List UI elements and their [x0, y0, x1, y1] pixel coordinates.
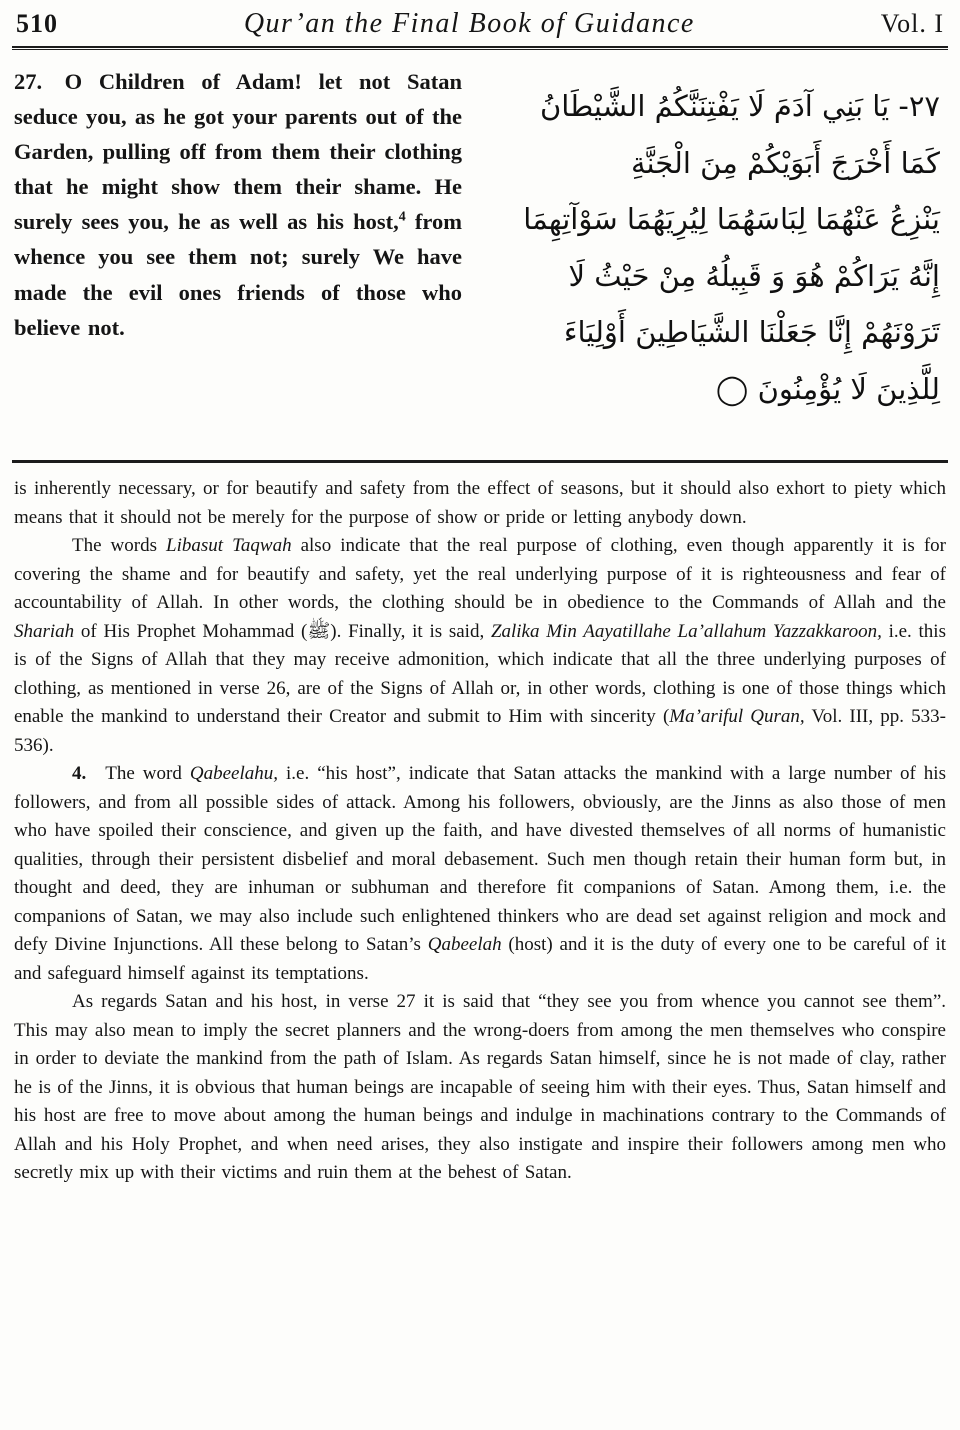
commentary [12, 475, 948, 1188]
text-run: i.e. this is of the Signs of Allah that they may receive admonition, which indicate that all the three underlying purposes of clothing, as mentioned in verse 26, are of the Signs of Allah or, in other words, clothing is one of those things which enable the mankind to understand their Creator and submit to Him with sincerity ( [14, 620, 946, 727]
text-run: As regards Satan and his host, in verse 27 it is said that “they see you from whence you cannot see them”. This may also mean to imply the secret planners and the wrong-doers from among the men themselves who conspire in order to deviate the mankind from the path of Islam. As regards Satan himself, since he is not made of clay, rather he is of the Jinns, it is obvious that human beings are incapable of seeing him with their eyes. Thus, Satan himself and his host are free to move about among the human beings and indulge in machinations contrary to the Commands of Allah and his Holy Prophet, and when need arises, they also instigate and inspire their followers among men who secretly mix up with their victims and ruin them at the behest of Satan. [14, 991, 946, 1183]
text-run: 4 [398, 209, 406, 225]
volume-label: Vol. I [880, 9, 944, 38]
commentary-paragraph [14, 475, 946, 532]
text-run: The words [72, 535, 167, 556]
text-run: The word [86, 763, 190, 784]
text-run: 27. O Children of Adam! let not Satan seduce you, as he got your parents out of the Garden, pulling off from them their clothing that he might show them their shame. He surely sees you, he as well as his host, [14, 69, 462, 235]
commentary-paragraph [14, 988, 946, 1188]
text-run: also indicate that the real purpose of clothing, even though apparently it is for covering the shame and for beautify and safety, yet the real underlying purpose of it is righteousness and fear of accountability of Allah. In other words, the clothing should be in obedience to the Commands of Allah and the [14, 535, 947, 613]
text-run: is inherently necessary, or for beautify and safety from the effect of seasons, but it should also exhort to piety which means that it should not be merely for the purpose of show or pride or letting anybody down. [14, 478, 946, 528]
commentary-paragraph [14, 532, 946, 760]
arabic-line: كَمَا أَخْرَجَ أَبَوَيْكُمْ مِنَ الْجَنَّةِ [630, 145, 940, 180]
text-run: Libasut Taqwah [166, 535, 292, 556]
text-run: of His Prophet Mohammad (ﷺ). Finally, it is said, [74, 620, 491, 642]
header-divider [12, 46, 948, 50]
text-run: Shariah [14, 620, 75, 642]
arabic-line: لِلَّذِينَ لَا يُؤْمِنُونَ ◯ [715, 371, 940, 406]
text-run: 4. [72, 763, 87, 784]
text-run: Ma’ariful Quran, [669, 706, 805, 727]
verse-translation [14, 64, 462, 345]
running-title: Qur’an the Final Book of Guidance [243, 8, 695, 39]
arabic-line: تَرَوْنَهُمْ إِنَّا جَعَلْنَا الشَّيَاطِينَ أَوْلِيَاءَ [563, 315, 940, 350]
arabic-text [478, 64, 946, 417]
verse-section [14, 64, 946, 444]
text-run: Qabeelahu, [189, 763, 278, 784]
text-run: Vol. III, pp. 533-536). [14, 706, 946, 756]
arabic-line: إِنَّهُ يَرَاكُمْ هُوَ وَ قَبِيلُهُ مِنْ حَيْثُ لَا [568, 258, 940, 293]
text-run: Zalika Min Aayatillahe La’allahum Yazzakkaroon, [490, 620, 882, 642]
text-run: i.e. “his host”, indicate that Satan attacks the mankind with a large number of his followers, and from all possible sides of attack. Among his followers, obviously, are the Jinns as also those of men who have spoiled their conscience, and given up the faith, and have divested themselves of all norms of humanistic qualities, through their persistent disbelief and moral debasement. Such men though retain their human form but, in thought and deed, they are inhuman or subhuman and therefore fit companions of Satan. Among them, i.e. the companions of Satan, we may also include such enlightened thinkers who are dead set against religion and mock and defy Divine Injunctions. All these belong to Satan’s [14, 763, 946, 955]
commentary-paragraph [14, 760, 946, 988]
text-run: Qabeelah [427, 934, 502, 955]
page-header [12, 6, 948, 44]
text-run: (host) and it is the duty of every one to be careful of it and safeguard himself against its temptations. [14, 934, 947, 984]
page-number: 510 [16, 9, 58, 38]
arabic-line: ٢٧- يَا بَنِي آدَمَ لَا يَفْتِنَنَّكُمُ الشَّيْطَانُ [539, 89, 940, 123]
arabic-line: يَنْزِعُ عَنْهُمَا لِبَاسَهُمَا لِيُرِيَهُمَا سَوْآتِهِمَا [523, 202, 940, 237]
text-run: from whence you see them not; surely We have made the evil ones friends of those who believe not. [14, 209, 462, 340]
commentary-divider [12, 460, 948, 463]
